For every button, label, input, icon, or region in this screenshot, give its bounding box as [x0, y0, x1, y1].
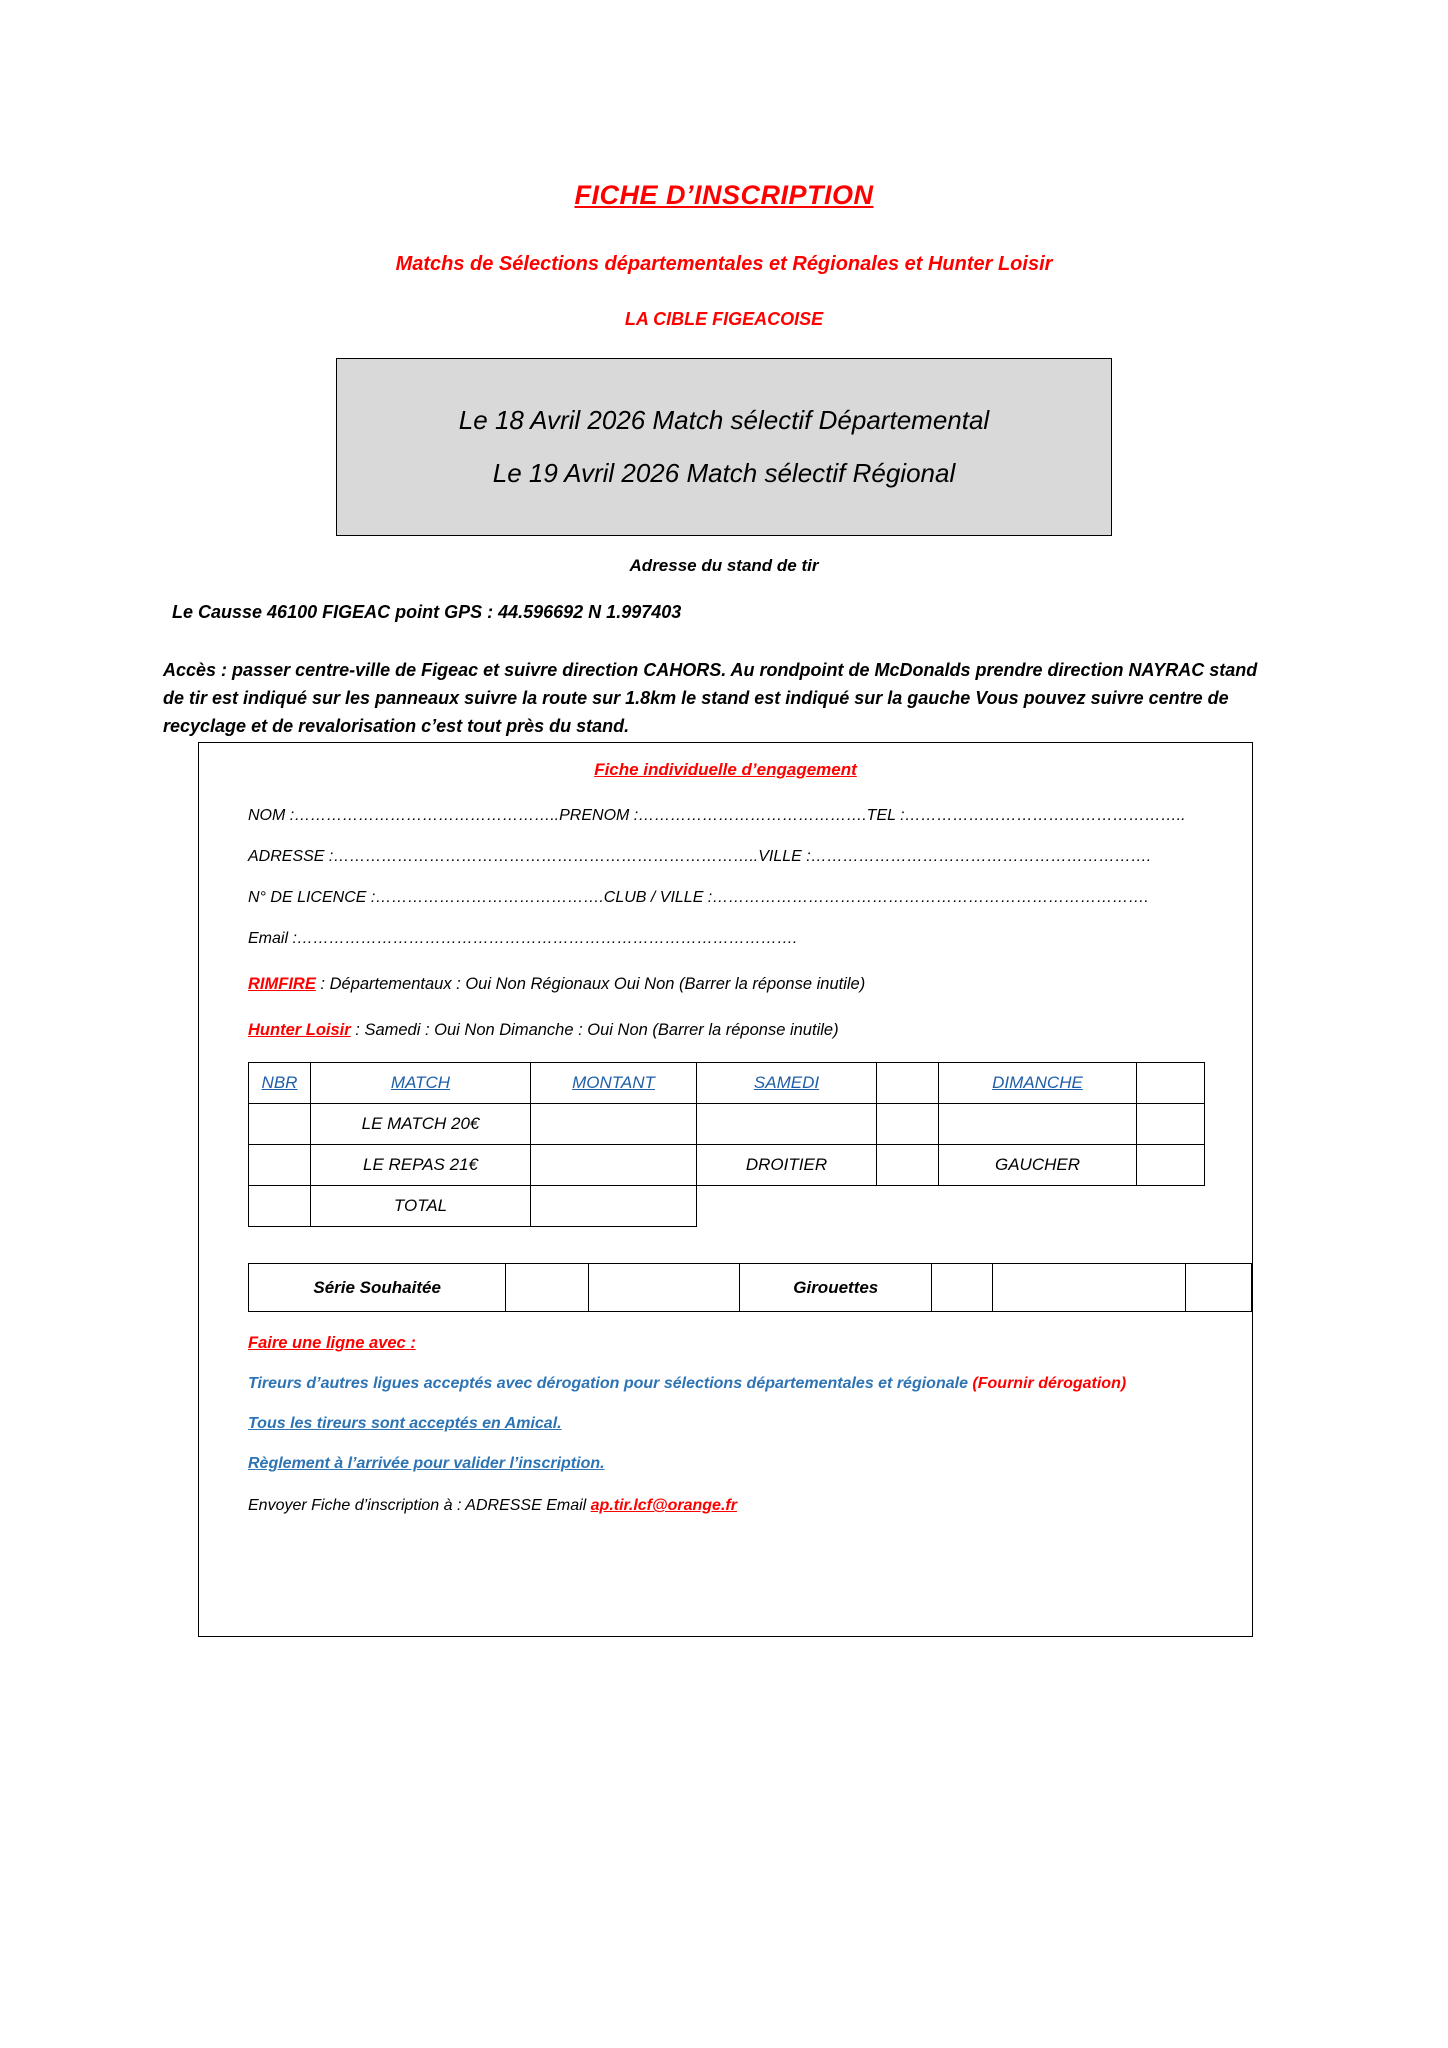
- cell-match-nbr[interactable]: [249, 1104, 311, 1145]
- table-row: [249, 1104, 1205, 1145]
- faire-ligne-label: Faire une ligne avec :: [248, 1334, 416, 1352]
- girouettes-box-1[interactable]: [932, 1264, 992, 1312]
- hunter-loisir-label: Hunter Loisir: [248, 1021, 351, 1039]
- col-dimanche: DIMANCHE: [939, 1063, 1137, 1104]
- club-name: LA CIBLE FIGEACOISE: [624, 309, 824, 329]
- page-title: FICHE D’INSCRIPTION: [574, 180, 874, 210]
- note-reglement: Règlement à l’arrivée pour valider l’inscription.: [248, 1455, 605, 1472]
- cell-match-samedi[interactable]: [697, 1104, 877, 1145]
- girouettes-box-3[interactable]: [1185, 1264, 1251, 1312]
- cell-match-dimanche-check[interactable]: [1137, 1104, 1205, 1145]
- field-nom-prenom-tel[interactable]: NOM :…………………………………………..PRENOM :…………………………………….TEL :……………………………………………..: [248, 807, 1186, 824]
- hunter-loisir-text: : Samedi : Oui Non Dimanche : Oui Non (Barrer la réponse inutile): [350, 1021, 839, 1039]
- cell-repas-nbr[interactable]: [249, 1145, 311, 1186]
- note-derogation-text: Tireurs d’autres ligues acceptés avec dérogation pour sélections départementales et régionale: [248, 1375, 968, 1392]
- dates-box: [336, 358, 1112, 536]
- cell-empty-1: [697, 1186, 877, 1227]
- col-match: MATCH: [311, 1063, 531, 1104]
- serie-label: Série Souhaitée: [249, 1264, 506, 1312]
- cell-match-montant[interactable]: [531, 1104, 697, 1145]
- serie-row: [249, 1264, 1252, 1312]
- cell-empty-2: [877, 1186, 939, 1227]
- date-line-1: Le 18 Avril 2026 Match sélectif Départemental: [458, 405, 990, 435]
- table-row: [249, 1186, 1205, 1227]
- pricing-table: [248, 1062, 1205, 1227]
- col-dimanche-check[interactable]: [1137, 1063, 1205, 1104]
- contact-email[interactable]: ap.tir.lcf@orange.fr: [590, 1497, 737, 1514]
- cell-match-samedi-check[interactable]: [877, 1104, 939, 1145]
- hunter-loisir-options[interactable]: [248, 1021, 1252, 1040]
- cell-droitier-check[interactable]: [877, 1145, 939, 1186]
- col-montant: MONTANT: [531, 1063, 697, 1104]
- table-header-row: [249, 1063, 1205, 1104]
- page-subtitle: Matchs de Sélections départementales et Régionales et Hunter Loisir: [395, 253, 1053, 275]
- form-title: Fiche individuelle d’engagement: [594, 760, 857, 779]
- serie-girouettes-table: [248, 1263, 1252, 1312]
- cell-empty-4: [1137, 1186, 1205, 1227]
- serie-box-1[interactable]: [506, 1264, 589, 1312]
- rimfire-text: : Départementaux : Oui Non Régionaux Oui Non (Barrer la réponse inutile): [315, 975, 866, 993]
- note-amical: Tous les tireurs sont acceptés en Amical.: [248, 1415, 562, 1432]
- field-adresse-ville[interactable]: ADRESSE :……………………………………………………………………..VILLE :……………………………………………………….: [248, 848, 1152, 865]
- girouettes-box-2[interactable]: [992, 1264, 1185, 1312]
- cell-total-nbr[interactable]: [249, 1186, 311, 1227]
- address-label: Adresse du stand de tir: [629, 556, 819, 575]
- cell-repas-label: LE REPAS 21€: [311, 1145, 531, 1186]
- send-instructions: [248, 1497, 1252, 1515]
- rimfire-options[interactable]: [248, 975, 1252, 994]
- registration-form-box: [198, 742, 1253, 1637]
- send-text: Envoyer Fiche d’inscription à : ADRESSE Email: [248, 1497, 587, 1514]
- cell-total-montant[interactable]: [531, 1186, 697, 1227]
- field-email[interactable]: Email :………………………………………………………………………………….: [248, 930, 798, 947]
- note-derogation: [248, 1375, 1252, 1393]
- cell-gaucher: GAUCHER: [939, 1145, 1137, 1186]
- col-nbr: NBR: [249, 1063, 311, 1104]
- cell-total-label: TOTAL: [311, 1186, 531, 1227]
- access-directions: Accès : passer centre-ville de Figeac et suivre direction CAHORS. Au rondpoint de McDonalds prendre direction NAYRAC stand de tir est indiqué sur les panneaux suivre la route sur 1.8km le stand est indiqué sur la gauche Vous pouvez suivre centre de recyclage et de revalorisation c’est tout près du stand.: [163, 660, 1258, 736]
- note-derogation-red: (Fournir dérogation): [972, 1375, 1127, 1392]
- col-samedi: SAMEDI: [697, 1063, 877, 1104]
- date-line-2: Le 19 Avril 2026 Match sélectif Régional: [492, 458, 956, 488]
- cell-empty-3: [939, 1186, 1137, 1227]
- field-licence-club[interactable]: N° DE LICENCE :…………………………………….CLUB / VILLE :……………………………………………………………………….: [248, 889, 1149, 906]
- cell-match-label: LE MATCH 20€: [311, 1104, 531, 1145]
- cell-droitier: DROITIER: [697, 1145, 877, 1186]
- girouettes-label: Girouettes: [740, 1264, 932, 1312]
- cell-gaucher-check[interactable]: [1137, 1145, 1205, 1186]
- cell-match-dimanche[interactable]: [939, 1104, 1137, 1145]
- rimfire-label: RIMFIRE: [248, 975, 316, 993]
- cell-repas-montant[interactable]: [531, 1145, 697, 1186]
- col-samedi-check[interactable]: [877, 1063, 939, 1104]
- serie-box-2[interactable]: [589, 1264, 740, 1312]
- address-value: Le Causse 46100 FIGEAC point GPS : 44.596692 N 1.997403: [172, 602, 682, 622]
- table-row: [249, 1145, 1205, 1186]
